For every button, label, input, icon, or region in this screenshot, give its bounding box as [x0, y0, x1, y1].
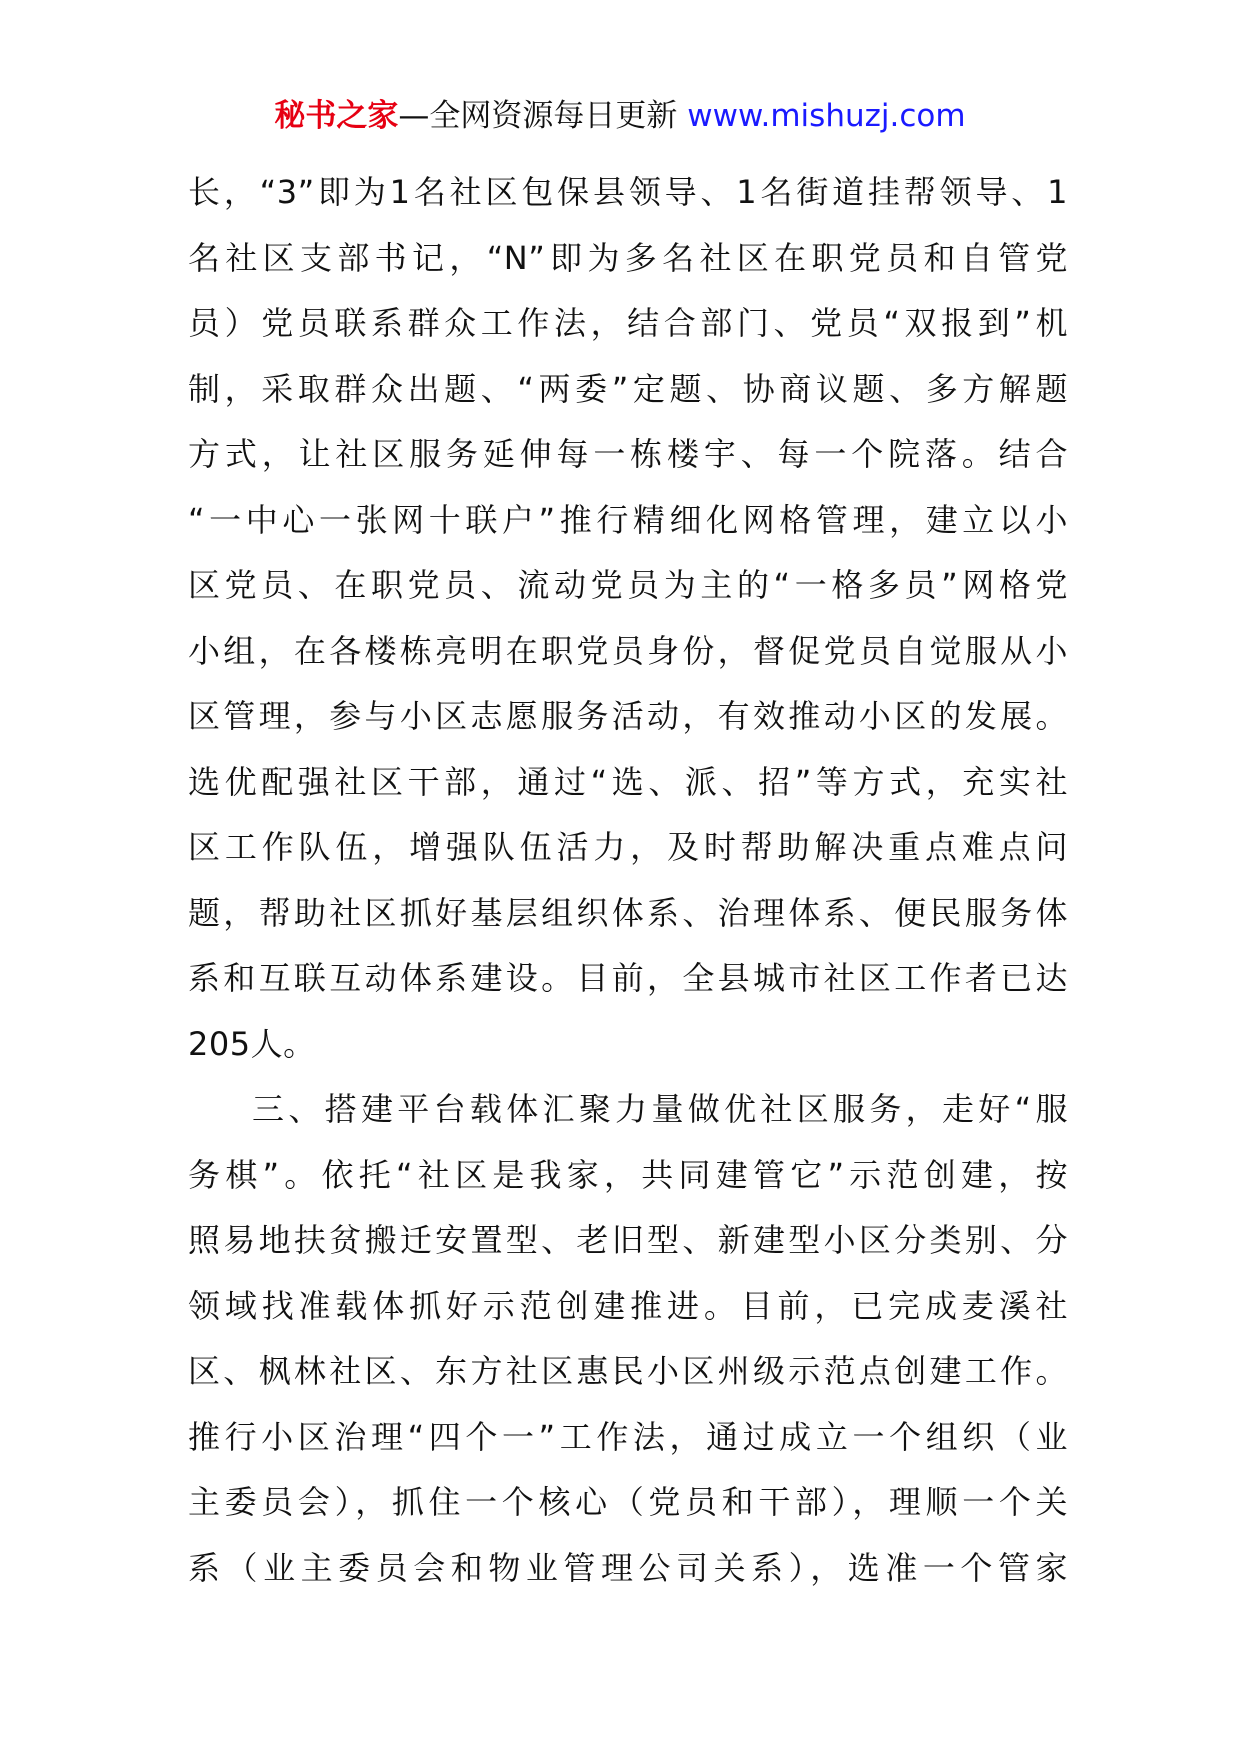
document-body	[188, 160, 1068, 1601]
text-line: 选优配强社区干部，通过“选、派、招”等方式，充实社	[188, 762, 1068, 801]
text-line: 制，采取群众出题、“两委”定题、协商议题、多方解题	[188, 369, 1068, 408]
text-line: 照易地扶贫搬迁安置型、老旧型、新建型小区分类别、分	[188, 1221, 1068, 1259]
text-line: 题，帮助社区抓好基层组织体系、治理体系、便民服务体	[188, 893, 1068, 932]
text-line: 区党员、在职党员、流动党员为主的“一格多员”网格党	[188, 566, 1068, 604]
text-line: “一中心一张网十联户”推行精细化网格管理，建立以小	[188, 500, 1068, 539]
text-line: 主委员会），抓住一个核心（党员和干部），理顺一个关	[188, 1483, 1068, 1521]
text-line: 小组，在各楼栋亮明在职党员身份，督促党员自觉服从小	[188, 631, 1068, 670]
page-header	[0, 96, 1240, 136]
header-tagline: —全网资源每日更新	[398, 98, 678, 134]
text-line: 长，“3”即为1名社区包保县领导、1名街道挂帮领导、1	[188, 173, 1068, 211]
text-line: 区、枫林社区、东方社区惠民小区州级示范点创建工作。	[188, 1352, 1068, 1390]
text-line: 员）党员联系群众工作法，结合部门、党员“双报到”机	[188, 304, 1068, 342]
text-line: 名社区支部书记，“N”即为多名社区在职党员和自管党	[188, 238, 1068, 277]
text-line: 务棋”。依托“社区是我家，共同建管它”示范创建，按	[188, 1155, 1068, 1194]
text-line: 方式，让社区服务延伸每一栋楼宇、每一个院落。结合	[188, 435, 1068, 473]
text-line: 系（业主委员会和物业管理公司关系），选准一个管家	[188, 1548, 1068, 1587]
section-heading-line: 三、搭建平台载体汇聚力量做优社区服务，走好“服	[252, 1090, 1068, 1128]
text-line: 205人。	[188, 1024, 316, 1063]
text-line: 推行小区治理“四个一”工作法，通过成立一个组织（业	[188, 1417, 1068, 1456]
text-line: 领域找准载体抓好示范创建推进。目前，已完成麦溪社	[188, 1286, 1068, 1325]
header-url-link[interactable]: www.mishuzj.com	[687, 98, 966, 134]
text-line: 区管理，参与小区志愿服务活动，有效推动小区的发展。	[188, 697, 1068, 735]
text-line: 区工作队伍，增强队伍活力，及时帮助解决重点难点问	[188, 828, 1068, 866]
header-brand: 秘书之家	[274, 98, 399, 134]
text-line: 系和互联互动体系建设。目前，全县城市社区工作者已达	[188, 959, 1068, 997]
